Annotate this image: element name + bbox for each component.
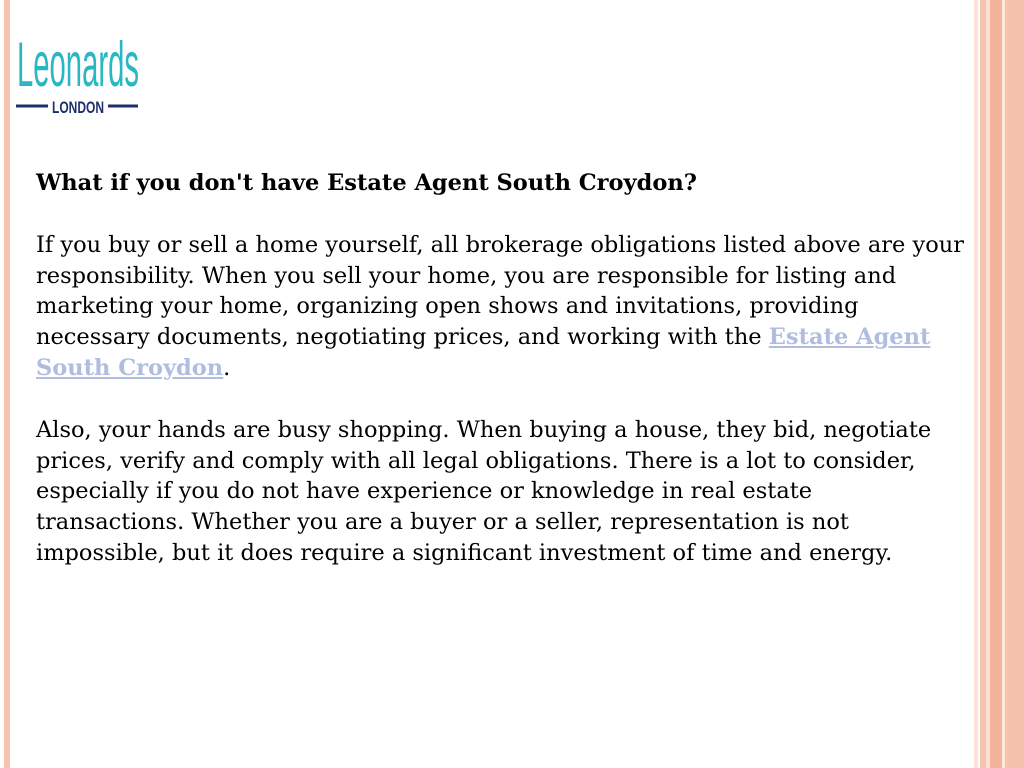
logo-sub-text: LONDON [52,98,104,117]
logo-brand-text: Leonards [16,29,139,101]
article-paragraph-2: Also, your hands are busy shopping. When buying a house, they bid, negotiate prices, verify and comply with all legal obligations. There is a lot to consider, especially if you do not have experience or knowledge in real estate transactions. Whether you are a buyer or a seller, representation is not impossible, but it does require a significant investment of time and energy. [36,416,932,566]
paragraph-1-end: . [223,354,231,381]
article-body [36,168,966,600]
article-heading: What if you don't have Estate Agent South Croydon? [36,170,697,196]
left-border-stripe [4,0,10,768]
leonards-london-logo [14,0,144,122]
right-border-stripes [974,0,1024,768]
paragraph-1-text: If you buy or sell a home yourself, all brokerage obligations listed above are your responsibility. When you sell your home, you are responsible for listing and marketing your home, organizing open shows and invitations, providing necessary documents, negotiating prices, and working with the [36,231,965,351]
article-paragraph-1 [36,230,966,384]
estate-agent-link[interactable]: Estate Agent South Croydon [36,324,931,381]
